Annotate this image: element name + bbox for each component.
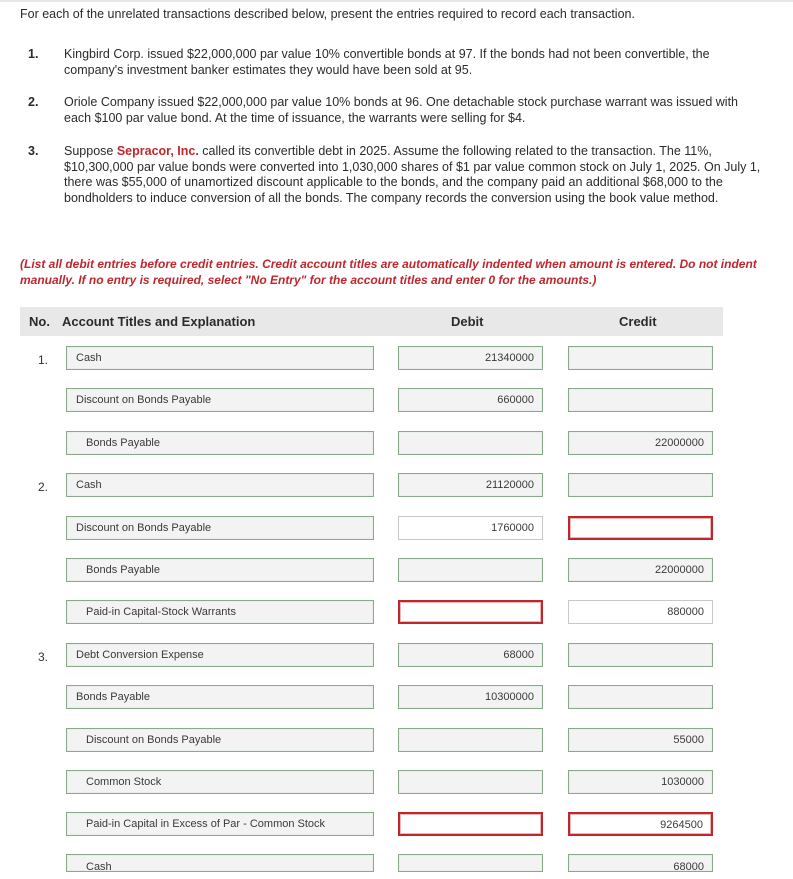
header-credit: Credit — [619, 314, 657, 329]
account-title-input[interactable]: Common Stock — [66, 770, 374, 794]
header-account: Account Titles and Explanation — [62, 314, 256, 329]
account-title-input[interactable]: Discount on Bonds Payable — [66, 728, 374, 752]
credit-input[interactable]: 9264500 — [568, 812, 713, 836]
entry-number: 2. — [38, 480, 49, 494]
credit-input[interactable] — [568, 388, 713, 412]
credit-input[interactable] — [568, 346, 713, 370]
entry-number: 3. — [38, 650, 49, 664]
debit-input[interactable]: 1760000 — [398, 516, 543, 540]
account-title-input[interactable]: Discount on Bonds Payable — [66, 516, 374, 540]
credit-input[interactable]: 68000 — [568, 854, 713, 872]
problem-text: Kingbird Corp. issued $22,000,000 par value 10% convertible bonds at 97. If the bonds had not been convertible, the company's investment banker estimates they would have been sold at 95. — [64, 47, 710, 77]
credit-input[interactable]: 22000000 — [568, 558, 713, 582]
account-title-input[interactable]: Cash — [66, 346, 374, 370]
debit-input[interactable] — [398, 600, 543, 624]
credit-input[interactable] — [568, 643, 713, 667]
credit-input[interactable]: 880000 — [568, 600, 713, 624]
problem-number: 3. — [28, 144, 39, 158]
account-title-input[interactable]: Bonds Payable — [66, 685, 374, 709]
credit-input[interactable]: 55000 — [568, 728, 713, 752]
debit-input[interactable] — [398, 770, 543, 794]
account-title-input[interactable]: Debt Conversion Expense — [66, 643, 374, 667]
account-title-input[interactable]: Paid-in Capital in Excess of Par - Common Stock — [66, 812, 374, 836]
debit-input[interactable]: 10300000 — [398, 685, 543, 709]
account-title-input[interactable]: Paid-in Capital-Stock Warrants — [66, 600, 374, 624]
problem-text-post: called its convertible debt in 2025. Assume the following related to the transaction. The 11%, $10,300,000 par value bonds were converted into 1,030,000 shares of $1 par value common stock on July 1, 2025. On July 1, there was $55,000 of unamortized discount applicable to the bonds, and the company paid an additional $68,000 to the bondholders to induce conversion of all the bonds. The company records the conversion using the book value method. — [64, 144, 761, 205]
account-title-input[interactable]: Bonds Payable — [66, 558, 374, 582]
credit-input[interactable] — [568, 685, 713, 709]
problem-number: 1. — [28, 47, 39, 61]
debit-input[interactable] — [398, 431, 543, 455]
header-debit: Debit — [451, 314, 484, 329]
problem-text: Oriole Company issued $22,000,000 par value 10% bonds at 96. One detachable stock purchase warrant was issued with each $100 par value bond. At the time of issuance, the warrants were selling for $4. — [64, 95, 739, 125]
credit-input[interactable] — [568, 516, 713, 540]
entry-instructions: (List all debit entries before credit entries. Credit account titles are automatically indented when amount is entered. Do not indent manually. If no entry is required, select "No Entry" for the account titles and enter 0 for the amounts.) — [20, 257, 757, 287]
debit-input[interactable] — [398, 728, 543, 752]
problem-text-pre: Suppose — [64, 144, 117, 158]
debit-input[interactable]: 21340000 — [398, 346, 543, 370]
account-title-input[interactable]: Cash — [66, 854, 374, 872]
top-border — [0, 0, 793, 2]
account-title-input[interactable]: Bonds Payable — [66, 431, 374, 455]
account-title-input[interactable]: Discount on Bonds Payable — [66, 388, 374, 412]
journal-table-header — [20, 307, 723, 336]
credit-input[interactable]: 22000000 — [568, 431, 713, 455]
header-no: No. — [29, 314, 50, 329]
debit-input[interactable] — [398, 812, 543, 836]
debit-input[interactable]: 21120000 — [398, 473, 543, 497]
debit-input[interactable] — [398, 854, 543, 872]
problem-text — [64, 144, 764, 206]
credit-input[interactable]: 1030000 — [568, 770, 713, 794]
company-name: Sepracor, Inc. — [116, 144, 199, 158]
debit-input[interactable] — [398, 558, 543, 582]
debit-input[interactable]: 68000 — [398, 643, 543, 667]
entry-number: 1. — [38, 353, 49, 367]
debit-input[interactable]: 660000 — [398, 388, 543, 412]
account-title-input[interactable]: Cash — [66, 473, 374, 497]
problem-number: 2. — [28, 95, 39, 109]
instructions-intro: For each of the unrelated transactions described below, present the entries required to record each transaction. — [20, 7, 635, 21]
credit-input[interactable] — [568, 473, 713, 497]
